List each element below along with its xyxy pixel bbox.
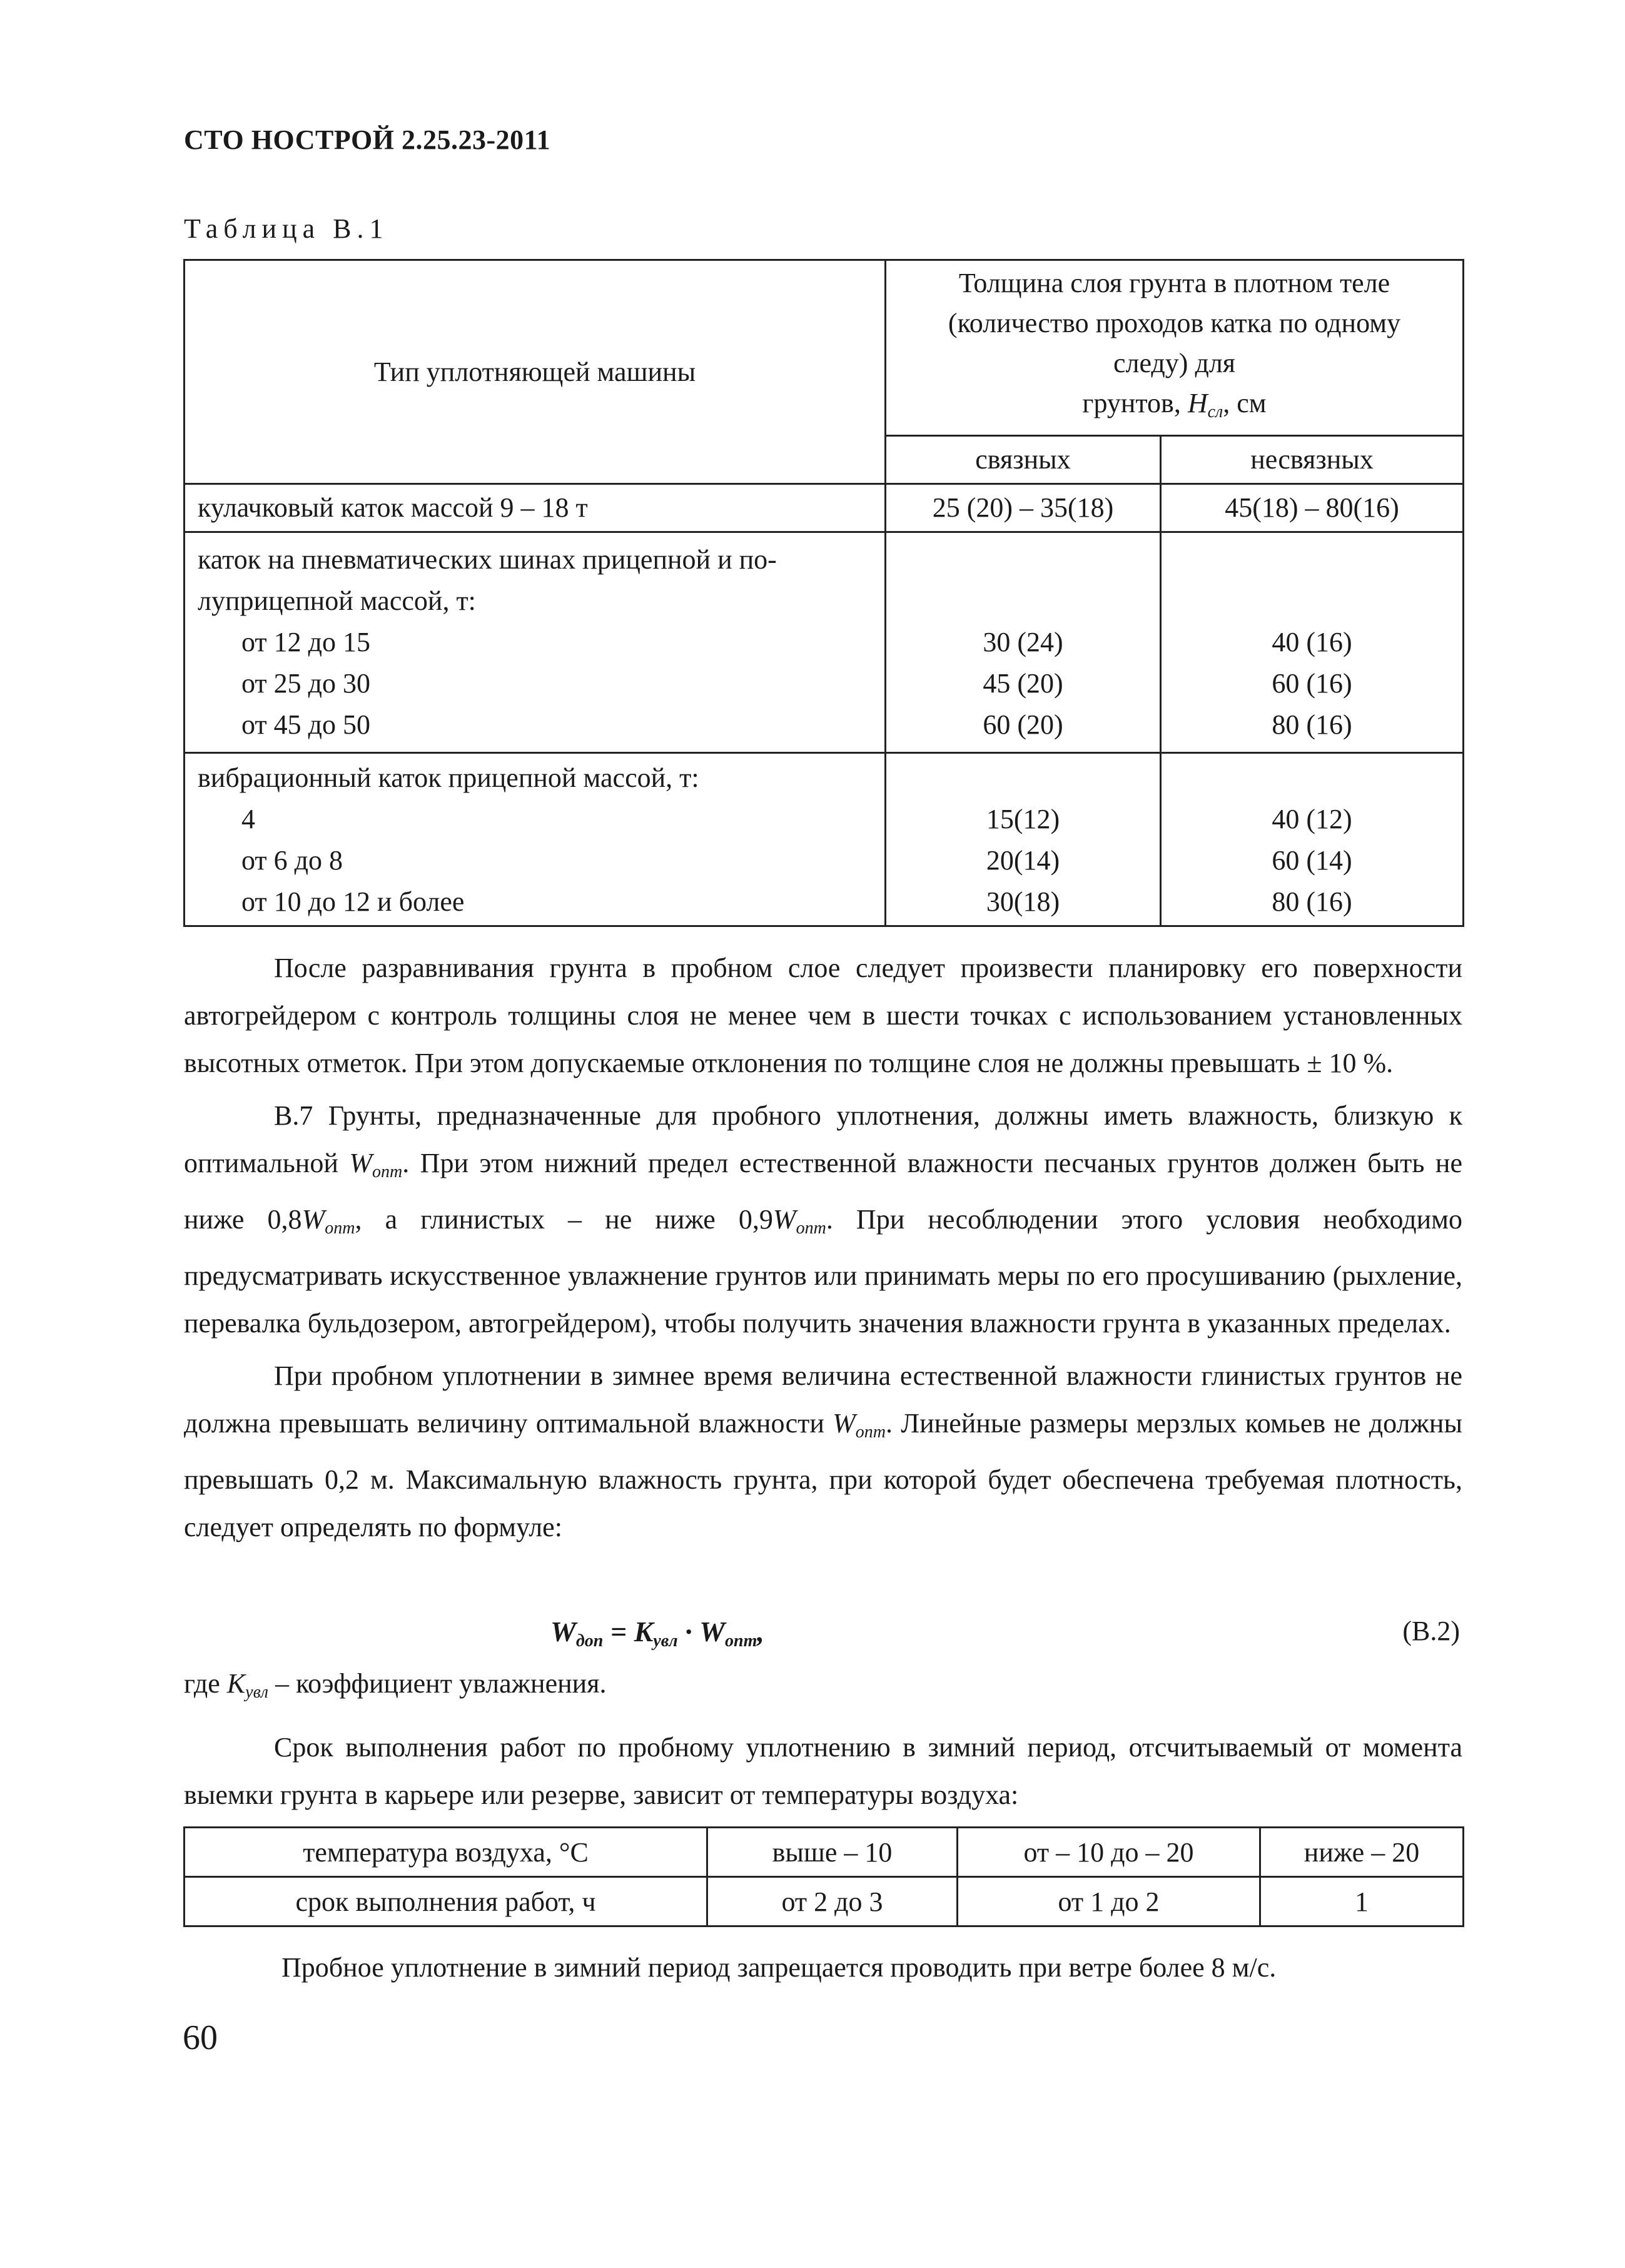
- paragraph: В.7 Грунты, предназначенные для пробного уплотнения, должны иметь влажность, близкую к оптимальной $W_{опт}$. При этом нижний предел естественной влажности песчаных грунтов должен быть не ниже $0,8W_{опт}$, а глинистых – не ниже $0,9W_{опт}$. При несоблюдении этого условия необходимо предусматривать искусственное увлажнение грунтов или принимать меры по его просушиванию (рыхление, перевалка бульдозером, автогрейдером), чтобы получить значения влажности грунта в указанных пределах.: [184, 1100, 1462, 1339]
- body-text: [184, 944, 1462, 1551]
- cohesive-header: связных: [886, 436, 1161, 484]
- table-row: срок выполнения работ, ч от 2 до 3 от 1 до 2 1: [185, 1877, 1464, 1926]
- noncohesive-header: несвязных: [1161, 436, 1464, 484]
- compactor-table: [183, 259, 1464, 927]
- paragraph: Срок выполнения работ по пробному уплотнению в зимний период, отсчитываемый от момента выемки грунта в карьере или резерве, зависит от температуры воздуха:: [184, 1732, 1462, 1810]
- machine-type-header: Тип уплотняющей машины: [185, 260, 886, 484]
- temperature-table: [183, 1826, 1464, 1927]
- paragraph: После разравнивания грунта в пробном слое следует произвести планировку его поверхности автогрейдером с контроль толщины слоя не менее чем в шести точках с использованием установленных высотных отметок. При этом допускаемые отклонения по толщине слоя не должны превышать ± 10 %.: [184, 953, 1462, 1078]
- table-row: вибрационный каток прицепной массой, т: 4 от 6 до 8 от 10 до 12 и более 15(12) 20(14) 30(18) 40 (12) 60 (14) 80 (16): [185, 753, 1464, 926]
- table-row: каток на пневматических шинах прицепной и по- луприцепной массой, т: от 12 до 15 от 25 до 30 от 45 до 50 30 (24) 45 (20) 60 (20) 40 (16) 60 (16) 80 (16): [185, 532, 1464, 753]
- formula-number: (В.2): [1402, 1616, 1460, 1646]
- page-number: 60: [183, 2018, 218, 2057]
- table-row: температура воздуха, °С выше – 10 от – 10 до – 20 ниже – 20: [185, 1828, 1464, 1877]
- formula-explanation: где $K_{увл}$ – коэффициент увлажнения.: [184, 1668, 607, 1702]
- layer-thickness-header: Толщина слоя грунта в плотном теле (количество проходов катка по одному следу) для грунтов, $H_{сл}$, см: [886, 260, 1464, 436]
- table-row: кулачковый каток массой 9 – 18 т 25 (20) – 35(18) 45(18) – 80(16): [185, 484, 1464, 532]
- paragraph: При пробном уплотнении в зимнее время величина естественной влажности глинистых грунтов не должна превышать величину оптимальной влажности $W_{опт}$. Линейные размеры мерзлых комьев не должны превышать 0,2 м. Максимальную влажность грунта, при которой будет обеспечена требуемая плотность, следует определять по формуле:: [184, 1360, 1463, 1542]
- document-header: СТО НОСТРОЙ 2.25.23-2011: [184, 124, 551, 155]
- closing-sentence: Пробное уплотнение в зимний период запрещается проводить при ветре более 8 м/с.: [281, 1952, 1277, 1983]
- body-text: [184, 1724, 1462, 1819]
- formula-b2: $W_{доп} = K_{увл} \cdot W_{опт}$,: [550, 1616, 764, 1651]
- table-caption: Таблица В.1: [184, 213, 389, 244]
